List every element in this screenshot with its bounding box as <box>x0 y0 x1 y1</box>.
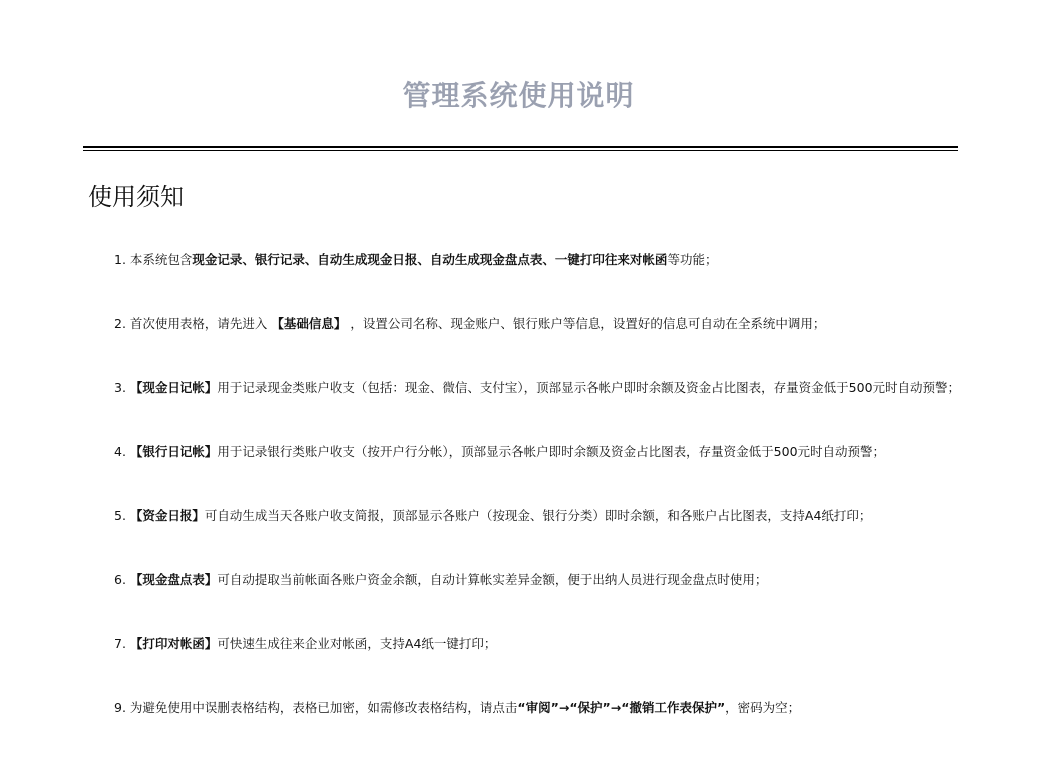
item-number: 5. <box>114 508 130 523</box>
item-text: 用于记录银行类账户收支（按开户行分帐），顶部显示各帐户即时余额及资金占比图表，存量资金低于500元时自动预警； <box>217 444 886 459</box>
item-text: 本系统包含 <box>129 252 193 267</box>
list-item-5 <box>114 507 871 525</box>
item-text: ，密码为空； <box>725 700 801 715</box>
item-number: 9. <box>114 700 130 715</box>
item-text: 可自动生成当天各账户收支简报，顶部显示各账户（按现金、银行分类）即时余额，和各账户占比图表，支持A4纸打印； <box>204 508 872 523</box>
item-highlight: 【基础信息】 <box>271 316 347 331</box>
item-number: 1. <box>114 252 130 267</box>
list-item-6 <box>114 571 767 589</box>
list-item-4 <box>114 443 885 461</box>
item-number: 3. <box>114 380 130 395</box>
item-text: 为避免使用中误删表格结构，表格已加密，如需修改表格结构，请点击 <box>129 700 518 715</box>
item-text: 可自动提取当前帐面各账户资金余额，自动计算帐实差异金额，便于出纳人员进行现金盘点时使用； <box>217 572 768 587</box>
item-highlight: 【现金日记帐】 <box>129 380 218 395</box>
item-highlight: 【银行日记帐】 <box>129 444 218 459</box>
item-highlight: 【资金日报】 <box>129 508 205 523</box>
list-item-9 <box>114 699 800 717</box>
list-item-7 <box>114 635 496 653</box>
item-number: 4. <box>114 444 130 459</box>
item-number: 7. <box>114 636 130 651</box>
list-item-1 <box>114 251 717 269</box>
item-number: 2. <box>114 316 130 331</box>
item-text: 首次使用表格，请先进入 <box>129 316 272 331</box>
item-highlight: 【打印对帐函】 <box>129 636 218 651</box>
item-text: 可快速生成往来企业对帐函，支持A4纸一键打印； <box>217 636 497 651</box>
page-title: 管理系统使用说明 <box>402 79 635 112</box>
list-item-3 <box>114 379 960 397</box>
item-text: 用于记录现金类账户收支（包括：现金、微信、支付宝），顶部显示各帐户即时余额及资金占比图表，存量资金低于500元时自动预警； <box>217 380 961 395</box>
title-divider <box>83 146 958 151</box>
item-number: 6. <box>114 572 130 587</box>
section-heading: 使用须知 <box>88 183 184 211</box>
item-text: ，设置公司名称、现金账户、银行账户等信息，设置好的信息可自动在全系统中调用； <box>346 316 826 331</box>
list-item-2 <box>114 315 825 333</box>
item-highlight: 【现金盘点表】 <box>129 572 218 587</box>
item-highlight: 现金记录、银行记录、自动生成现金日报、自动生成现金盘点表、一键打印往来对帐函 <box>192 252 668 267</box>
item-highlight: “审阅”→“保护”→“撤销工作表保护” <box>517 700 726 715</box>
item-text: 等功能； <box>667 252 718 267</box>
